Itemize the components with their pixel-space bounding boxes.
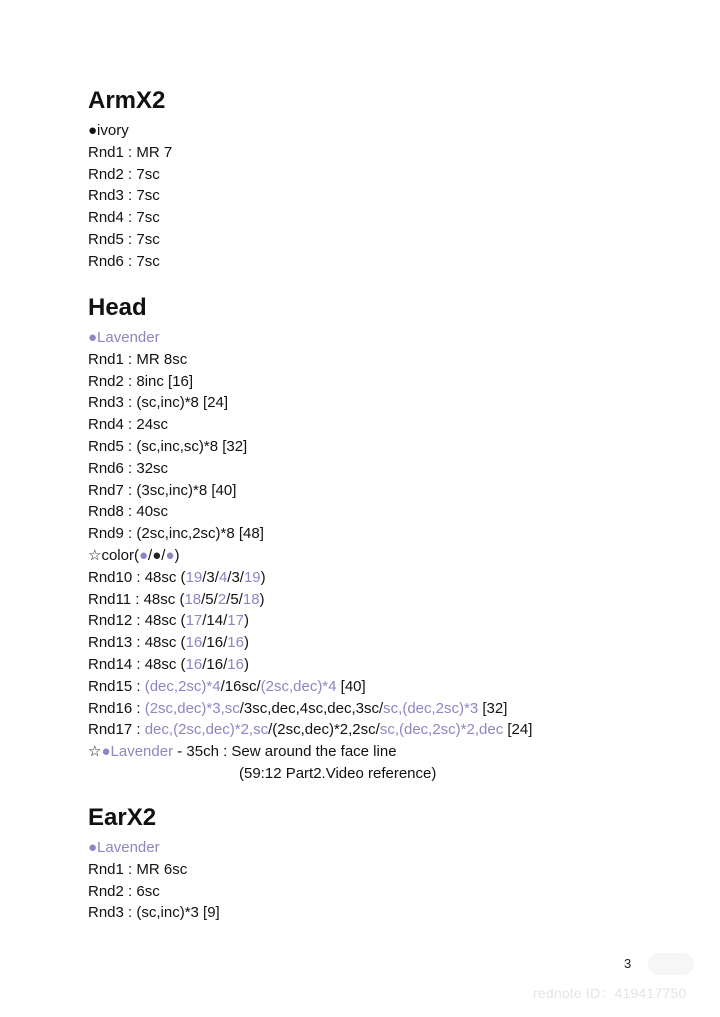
paren: ) [243, 655, 249, 673]
dot-lavender: ● [138, 546, 149, 564]
round-label: Rnd13 : 48sc ( [88, 634, 186, 652]
dark-count: /3/ [202, 568, 219, 586]
lavender-count: 19 [185, 568, 203, 586]
lavender-count: 18 [242, 590, 260, 608]
lavender-count: 17 [185, 612, 203, 630]
lavender-stitches: sc,(dec,2sc)*3 [383, 699, 479, 717]
lavender-count: 17 [227, 612, 244, 630]
arm-round: Rnd2 : 7sc [88, 165, 160, 183]
slash: / [161, 546, 166, 564]
lavender-count: 16 [185, 655, 203, 673]
ear-round: Rnd3 : (sc,inc)*3 [9] [88, 904, 220, 922]
head-round-10 [88, 567, 532, 589]
lavender-count: 19 [243, 568, 261, 586]
head-round-13 [88, 632, 532, 654]
dark-stitches: /3sc,dec,4sc,dec,3sc/ [239, 699, 384, 717]
round-label: Rnd12 : 48sc ( [88, 612, 186, 630]
paren: ) [243, 634, 249, 652]
lavender-count: 16 [227, 655, 244, 673]
lavender-count: 16 [185, 634, 203, 652]
head-round: Rnd6 : 32sc [88, 459, 169, 477]
round-label: Rnd11 : 48sc ( [88, 590, 185, 608]
dark-count: /14/ [202, 612, 228, 630]
head-round-11 [88, 589, 532, 611]
head-round-14 [88, 654, 532, 676]
dark-count: /5/ [201, 590, 218, 608]
paren: ) [243, 612, 249, 630]
ear-round: Rnd2 : 6sc [88, 882, 160, 900]
stitch-total: [40] [336, 677, 366, 695]
lavender-stitches: sc,(dec,2sc)*2,dec [379, 721, 504, 739]
round-label: Rnd15 : [88, 677, 145, 695]
head-round: Rnd2 : 8inc [16] [88, 372, 194, 390]
stitch-total: [24] [503, 721, 533, 739]
lavender-stitches: dec,(2sc,dec)*2,sc [144, 721, 269, 739]
sew-note [88, 741, 532, 763]
lavender-stitches: (2sc,dec)*3,sc [144, 699, 240, 717]
head-title: Head [88, 294, 147, 321]
arm-round: Rnd1 : MR 7 [88, 143, 173, 161]
dark-stitches: /(2sc,dec)*2,2sc/ [268, 721, 380, 739]
lavender-count: 2 [217, 590, 227, 608]
ear-color: ●Lavender [88, 839, 160, 856]
round-label: Rnd16 : [88, 699, 145, 717]
stitch-total: [32] [478, 699, 508, 717]
watermark: rednote ID：419417750 [533, 985, 687, 1001]
head-round: Rnd7 : (3sc,inc)*8 [40] [88, 481, 237, 499]
head-round: Rnd9 : (2sc,inc,2sc)*8 [48] [88, 525, 264, 543]
ear-title: EarX2 [88, 804, 157, 831]
dark-count: /5/ [226, 590, 243, 608]
arm-title: ArmX2 [88, 87, 166, 114]
lavender-count: 16 [227, 634, 244, 652]
dark-stitches: /16sc/ [220, 677, 261, 695]
lavender-count: 18 [184, 590, 202, 608]
head-round-17 [88, 719, 532, 741]
round-label: Rnd14 : 48sc ( [88, 655, 186, 673]
head-color: ●Lavender [88, 329, 160, 346]
lavender-count: 4 [218, 568, 228, 586]
note-color: ●Lavender [101, 743, 174, 761]
dot-lavender: ● [165, 546, 175, 564]
color-change-line [88, 545, 532, 567]
round-label: Rnd17 : [88, 721, 145, 739]
head-round: Rnd5 : (sc,inc,sc)*8 [32] [88, 437, 248, 455]
arm-round: Rnd4 : 7sc [88, 209, 160, 227]
arm-round: Rnd6 : 7sc [88, 252, 160, 270]
page-number: 3 [624, 956, 632, 971]
ear-round: Rnd1 : MR 6sc [88, 860, 188, 878]
head-round: Rnd1 : MR 8sc [88, 350, 188, 368]
paren: ) [260, 568, 266, 586]
lavender-stitches: (dec,2sc)*4 [144, 677, 221, 695]
dark-count: /16/ [202, 634, 228, 652]
slash: / [148, 546, 153, 564]
head-section [88, 293, 532, 785]
head-round-15 [88, 676, 532, 698]
star-text: ☆color( [88, 546, 139, 564]
watermark-blob [648, 953, 694, 975]
arm-section [88, 86, 172, 273]
lavender-stitches: (2sc,dec)*4 [260, 677, 337, 695]
round-label: Rnd10 : 48sc ( [88, 568, 186, 586]
head-round: Rnd3 : (sc,inc)*8 [24] [88, 394, 229, 412]
dot-dark: ● [152, 546, 162, 564]
paren: ) [174, 546, 180, 564]
head-round: Rnd8 : 40sc [88, 503, 169, 521]
head-round: Rnd4 : 24sc [88, 416, 169, 434]
head-round-16 [88, 698, 532, 720]
arm-round: Rnd3 : 7sc [88, 187, 160, 205]
video-reference: (59:12 Part2.Video reference) [239, 764, 437, 782]
ear-section [88, 803, 220, 924]
arm-color: ●ivory [88, 122, 129, 139]
dark-count: /3/ [227, 568, 244, 586]
star-icon: ☆ [88, 743, 102, 761]
head-round-12 [88, 610, 532, 632]
note-text: - 35ch : Sew around the face line [173, 743, 397, 761]
paren: ) [259, 590, 265, 608]
dark-count: /16/ [202, 655, 228, 673]
arm-round: Rnd5 : 7sc [88, 230, 160, 248]
